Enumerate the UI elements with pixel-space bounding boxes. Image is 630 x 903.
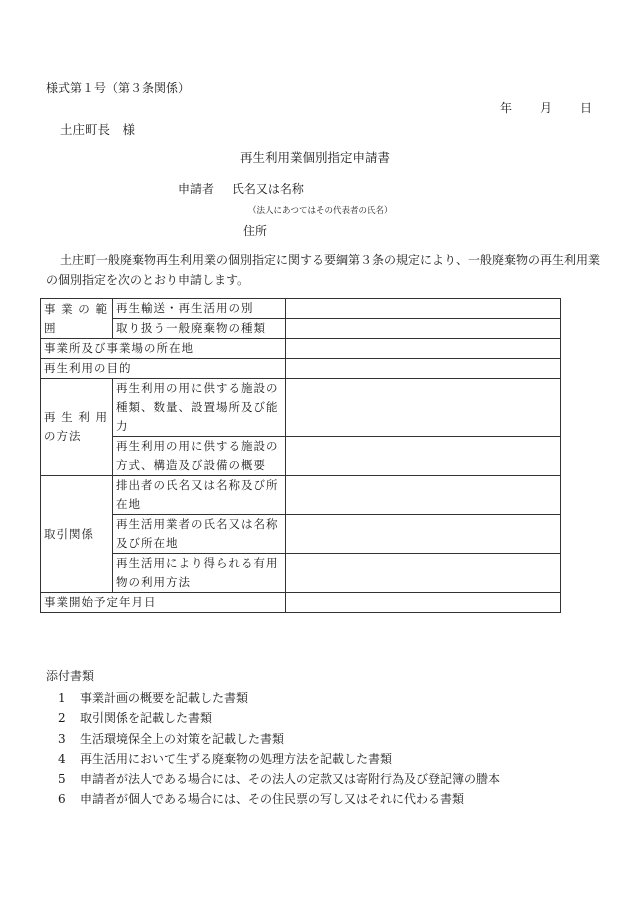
table-row bbox=[41, 476, 561, 515]
location-label: 事業所及び事業場の所在地 bbox=[41, 339, 286, 359]
list-item-text: 申請者が法人である場合には、その法人の定款又は寄附行為及び登記簿の謄本 bbox=[80, 772, 501, 787]
purpose-label: 再生利用の目的 bbox=[41, 359, 286, 379]
page-title: 再生利用業個別指定申請書 bbox=[239, 150, 390, 165]
method-item-1: 再生利用の用に供する施設の種類、数量、設置場所及び能力 bbox=[112, 379, 285, 437]
table-row bbox=[41, 515, 561, 554]
application-table bbox=[40, 298, 561, 613]
applicant-name-label: 氏名又は名称 bbox=[231, 182, 304, 196]
list-item bbox=[58, 789, 500, 809]
method-item-2-value[interactable] bbox=[286, 437, 561, 476]
location-value[interactable] bbox=[286, 339, 561, 359]
table-row bbox=[41, 437, 561, 476]
list-item-text: 再生活用において生ずる廃棄物の処理方法を記載した書類 bbox=[80, 751, 393, 766]
list-item bbox=[58, 769, 500, 789]
table-row bbox=[41, 319, 561, 339]
applicant-name-note: （法人にあつてはその代表者の氏名） bbox=[248, 206, 393, 216]
list-item-text: 事業計画の概要を記載した書類 bbox=[80, 691, 249, 705]
date-day: 日 bbox=[580, 101, 593, 115]
purpose-value[interactable] bbox=[286, 359, 561, 379]
table-row bbox=[41, 359, 561, 379]
list-item-text: 申請者が個人である場合には、その住民票の写し又はそれに代わる書類 bbox=[80, 792, 465, 807]
table-row bbox=[41, 379, 561, 437]
trade-item-3-value[interactable] bbox=[286, 554, 561, 593]
list-item-number: 1 bbox=[58, 691, 66, 705]
method-item-2: 再生利用の用に供する施設の方式、構造及び設備の概要 bbox=[112, 437, 285, 476]
trade-item-3: 再生活用により得られる有用物の利用方法 bbox=[112, 554, 285, 593]
application-statement: 土庄町一般廃棄物再生利用業の個別指定に関する要綱第３条の規定により、一般廃棄物の再生利用業の個別指定を次のとおり申請します。 bbox=[46, 253, 601, 287]
list-item-text: 生活環境保全上の対策を記載した書類 bbox=[80, 731, 285, 746]
table-row bbox=[41, 593, 561, 613]
trade-item-2-value[interactable] bbox=[286, 515, 561, 554]
list-item-text: 取引関係を記載した書類 bbox=[80, 711, 213, 726]
trade-item-1: 排出者の氏名又は名称及び所在地 bbox=[112, 476, 285, 515]
table-row bbox=[41, 339, 561, 359]
scope-item-2-value[interactable] bbox=[286, 319, 561, 339]
scope-item-2: 取り扱う一般廃棄物の種類 bbox=[112, 319, 285, 339]
method-label: 再 生 利 用 の方法 bbox=[41, 379, 113, 476]
start-date-label: 事業開始予定年月日 bbox=[41, 593, 286, 613]
applicant-label: 申請者 bbox=[178, 182, 215, 196]
start-date-value[interactable] bbox=[286, 593, 561, 613]
applicant-address-label: 住所 bbox=[243, 224, 268, 238]
applicant-line bbox=[178, 181, 304, 197]
list-item-number: 2 bbox=[58, 711, 66, 726]
attachments-list bbox=[58, 688, 500, 810]
list-item-number: 4 bbox=[58, 751, 66, 766]
trade-label: 取引関係 bbox=[41, 476, 113, 593]
scope-label: 事 業 の 範 囲 bbox=[41, 299, 113, 339]
table-row bbox=[41, 299, 561, 319]
list-item-number: 5 bbox=[58, 772, 66, 787]
date-year: 年 bbox=[500, 101, 513, 115]
scope-item-1-value[interactable] bbox=[286, 299, 561, 319]
list-item-number: 3 bbox=[58, 731, 66, 746]
addressee: 土庄町長 様 bbox=[60, 122, 136, 137]
date-month: 月 bbox=[540, 101, 553, 115]
list-item bbox=[58, 729, 500, 749]
attachments-title: 添付書類 bbox=[46, 669, 95, 683]
list-item bbox=[58, 708, 500, 728]
list-item bbox=[58, 688, 500, 708]
table-row bbox=[41, 554, 561, 593]
form-number: 様式第１号（第３条関係） bbox=[46, 81, 191, 95]
list-item-number: 6 bbox=[58, 792, 66, 807]
method-item-1-value[interactable] bbox=[286, 379, 561, 437]
list-item bbox=[58, 749, 500, 769]
trade-item-1-value[interactable] bbox=[286, 476, 561, 515]
trade-item-2: 再生活用業者の氏名又は名称及び所在地 bbox=[112, 515, 285, 554]
date-line bbox=[500, 100, 592, 116]
scope-item-1: 再生輸送・再生活用の別 bbox=[112, 299, 285, 319]
